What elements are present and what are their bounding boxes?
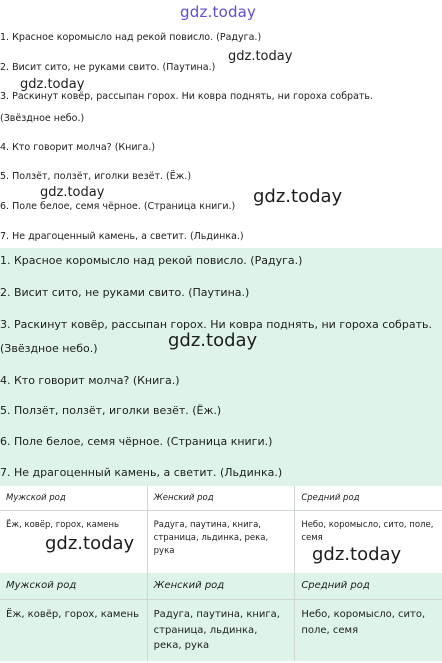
header-neuter: Средний род <box>295 573 442 600</box>
cell-neuter: Небо, коромысло, сито, поле, семя <box>301 609 426 636</box>
riddle-line: 6. Поле белое, семя чёрное. (Страница книги.) <box>0 201 236 212</box>
watermark: gdz.today <box>253 186 343 207</box>
watermark: gdz.today <box>228 49 293 64</box>
header <box>0 0 442 26</box>
header-masculine: Мужской род <box>0 486 147 511</box>
riddle-line: 2. Висит сито, не руками свито. (Паутина.) <box>0 286 250 299</box>
riddle-line: 5. Ползёт, ползёт, иголки везёт. (Ёж.) <box>0 404 222 417</box>
riddles-section <box>0 248 442 486</box>
header-feminine: Женский род <box>147 486 295 511</box>
header-masculine: Мужской род <box>0 573 147 600</box>
watermark: gdz.today <box>168 330 258 351</box>
cell-feminine: Радуга, паутина, книга, страница, льдинка, река, рука <box>147 600 295 662</box>
riddles-section-small <box>0 26 442 248</box>
riddle-line: 1. Красное коромысло над рекой повисло. (Радуга.) <box>0 32 262 43</box>
riddle-line: 3. Раскинут ковёр, рассыпан горох. Ни ковра поднять, ни гороха собрать. <box>0 91 374 102</box>
riddle-line: 3. Раскинут ковёр, рассыпан горох. Ни ковра поднять, ни гороха собрать. <box>0 318 432 331</box>
cell-masculine: Ёж, ковёр, горох, камень <box>0 511 147 574</box>
header-neuter: Средний род <box>295 486 442 511</box>
riddle-line: 7. Не драгоценный камень, а светит. (Льдинка.) <box>0 231 244 242</box>
riddle-line: 2. Висит сито, не руками свито. (Паутина.) <box>0 62 216 73</box>
watermark: gdz.today <box>20 77 85 92</box>
cell-masculine: Ёж, ковёр, горох, камень <box>0 600 147 662</box>
riddle-line: 5. Ползёт, ползёт, иголки везёт. (Ёж.) <box>0 171 192 182</box>
riddle-line: 4. Кто говорит молча? (Книга.) <box>0 142 156 153</box>
watermark: gdz.today <box>45 533 135 554</box>
header-feminine: Женский род <box>147 573 295 600</box>
riddle-line: 7. Не драгоценный камень, а светит. (Льдинка.) <box>0 466 283 479</box>
riddle-line: (Звёздное небо.) <box>0 113 85 124</box>
watermark: gdz.today <box>40 185 105 200</box>
riddle-line: 4. Кто говорит молча? (Книга.) <box>0 374 180 387</box>
watermark: gdz.today <box>312 544 402 565</box>
watermark: gdz.today <box>180 3 257 21</box>
riddle-line: 1. Красное коромысло над рекой повисло. (Радуга.) <box>0 254 303 267</box>
cell-feminine: Радуга, паутина, книга, страница, льдинка, река, рука <box>147 511 295 574</box>
gender-table <box>0 573 442 661</box>
riddle-line: (Звёздное небо.) <box>0 342 98 355</box>
riddle-line: 6. Поле белое, семя чёрное. (Страница книги.) <box>0 435 273 448</box>
cell-neuter: Небо, коромысло, сито, поле, семя <box>301 520 434 543</box>
